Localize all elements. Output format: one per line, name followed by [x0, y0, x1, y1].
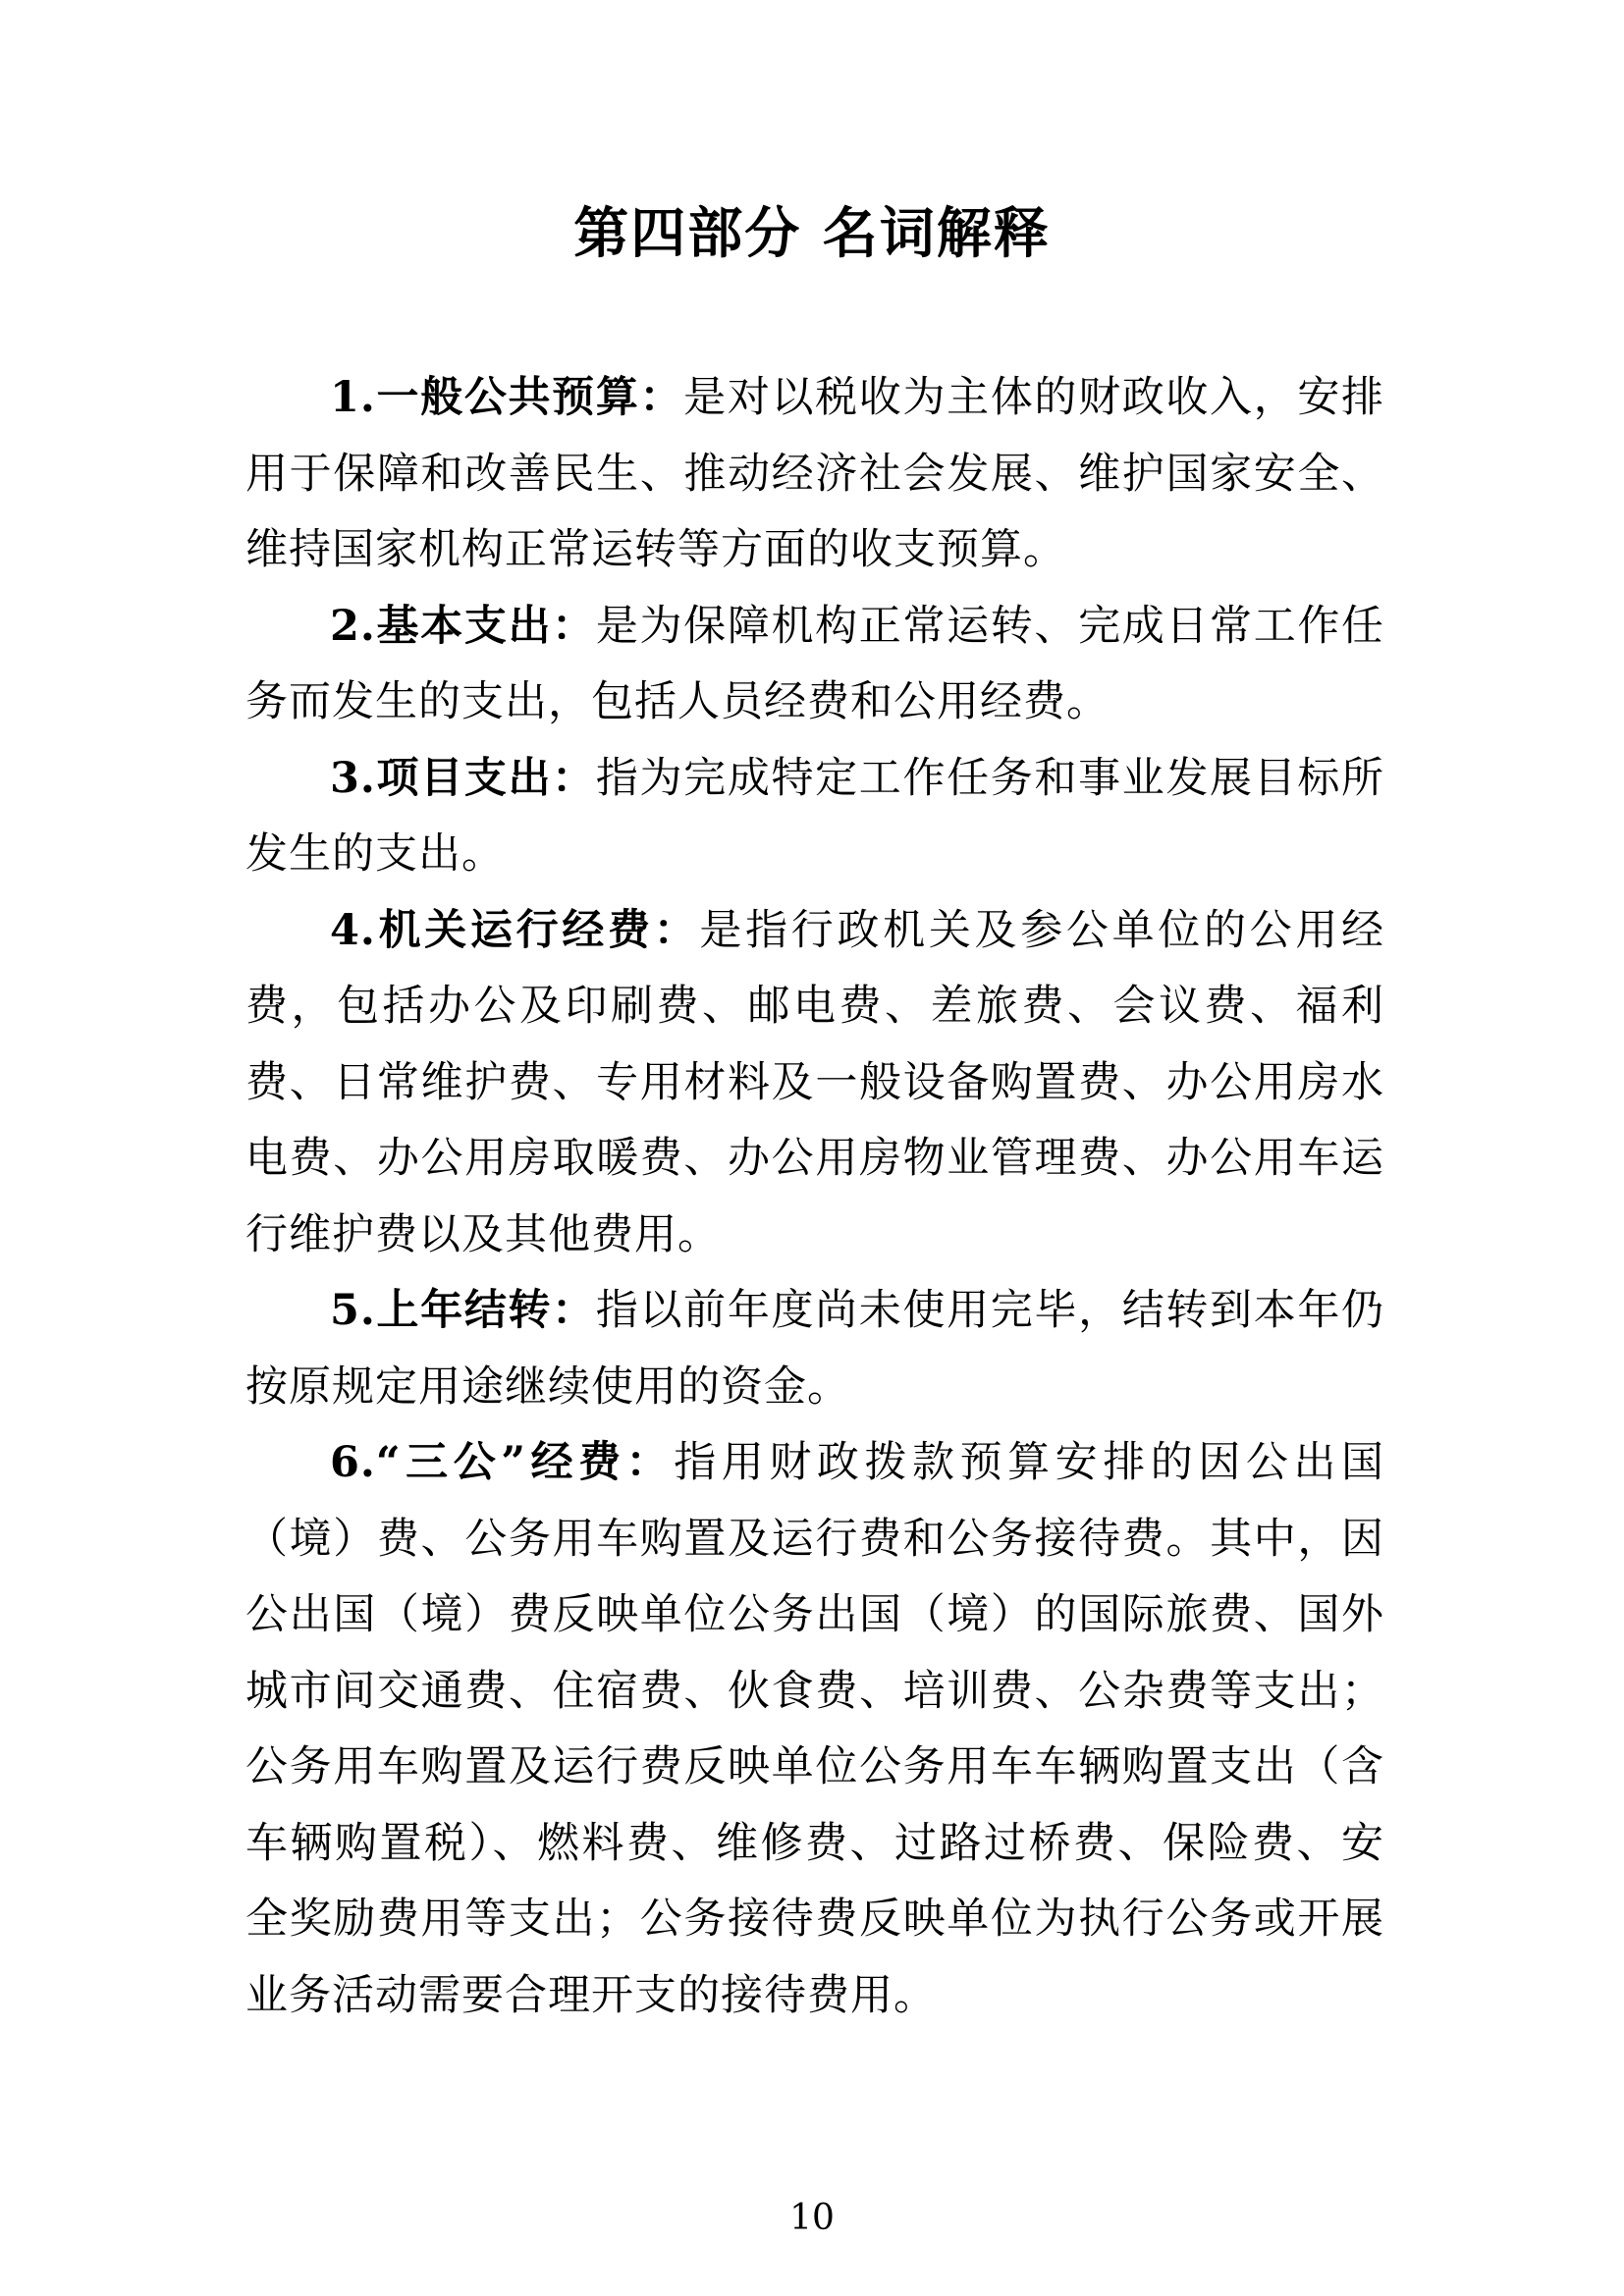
page-title: 第四部分 名词解释	[573, 201, 1051, 266]
definition-paragraph-5	[245, 1273, 1384, 1425]
definition-paragraph-3	[245, 741, 1384, 893]
term-definition-project-expenditure: 指为完成特定工作任务和事业发展目标所发生的支出。	[245, 753, 1385, 879]
term-definition-three-public-funds: 指用财政拨款预算安排的因公出国（境）费、公务用车购置及运行费和公务接待费。其中，因公出国（境）费反映单位公务出国（境）的国际旅费、国外城市间交通费、住宿费、伙食费、培训费、公杂费等支出；公务用车购置及运行费反映单位公务用车车辆购置支出（含车辆购置税）、燃料费、维修费、过路过桥费、保险费、安全奖励费用等支出；公务接待费反映单位为执行公务或开展业务活动需要合理开支的接待费用。	[245, 1438, 1385, 2020]
document-body	[245, 360, 1384, 2034]
term-label-three-public-funds: 6.“三公”经费：	[330, 1438, 675, 1487]
term-definition-carryover-from-previous-year: 指以前年度尚未使用完毕，结转到本年仍按原规定用途继续使用的资金。	[245, 1286, 1385, 1412]
term-definition-general-public-budget: 是对以税收为主体的财政收入，安排用于保障和改善民生、推动经济社会发展、维护国家安全、维持国家机构正常运转等方面的收支预算。	[245, 373, 1385, 574]
definition-paragraph-1	[245, 360, 1384, 589]
term-label-carryover-from-previous-year: 5.上年结转：	[330, 1286, 596, 1335]
page-number: 10	[789, 2198, 835, 2238]
definition-paragraph-4	[245, 893, 1384, 1274]
term-label-agency-operating-funds: 4.机关运行经费：	[330, 905, 700, 955]
term-definition-basic-expenditure: 是为保障机构正常运转、完成日常工作任务而发生的支出，包括人员经费和公用经费。	[245, 601, 1385, 726]
term-label-general-public-budget: 1.一般公共预算：	[330, 373, 684, 422]
definition-paragraph-2	[245, 589, 1384, 741]
term-definition-agency-operating-funds: 是指行政机关及参公单位的公用经费，包括办公及印刷费、邮电费、差旅费、会议费、福利费、日常维护费、专用材料及一般设备购置费、办公用房水电费、办公用房取暖费、办公用房物业管理费、办公用车运行维护费以及其他费用。	[245, 905, 1385, 1259]
term-label-basic-expenditure: 2.基本支出：	[330, 601, 596, 651]
definition-paragraph-6	[245, 1425, 1384, 2034]
term-label-project-expenditure: 3.项目支出：	[330, 753, 596, 803]
